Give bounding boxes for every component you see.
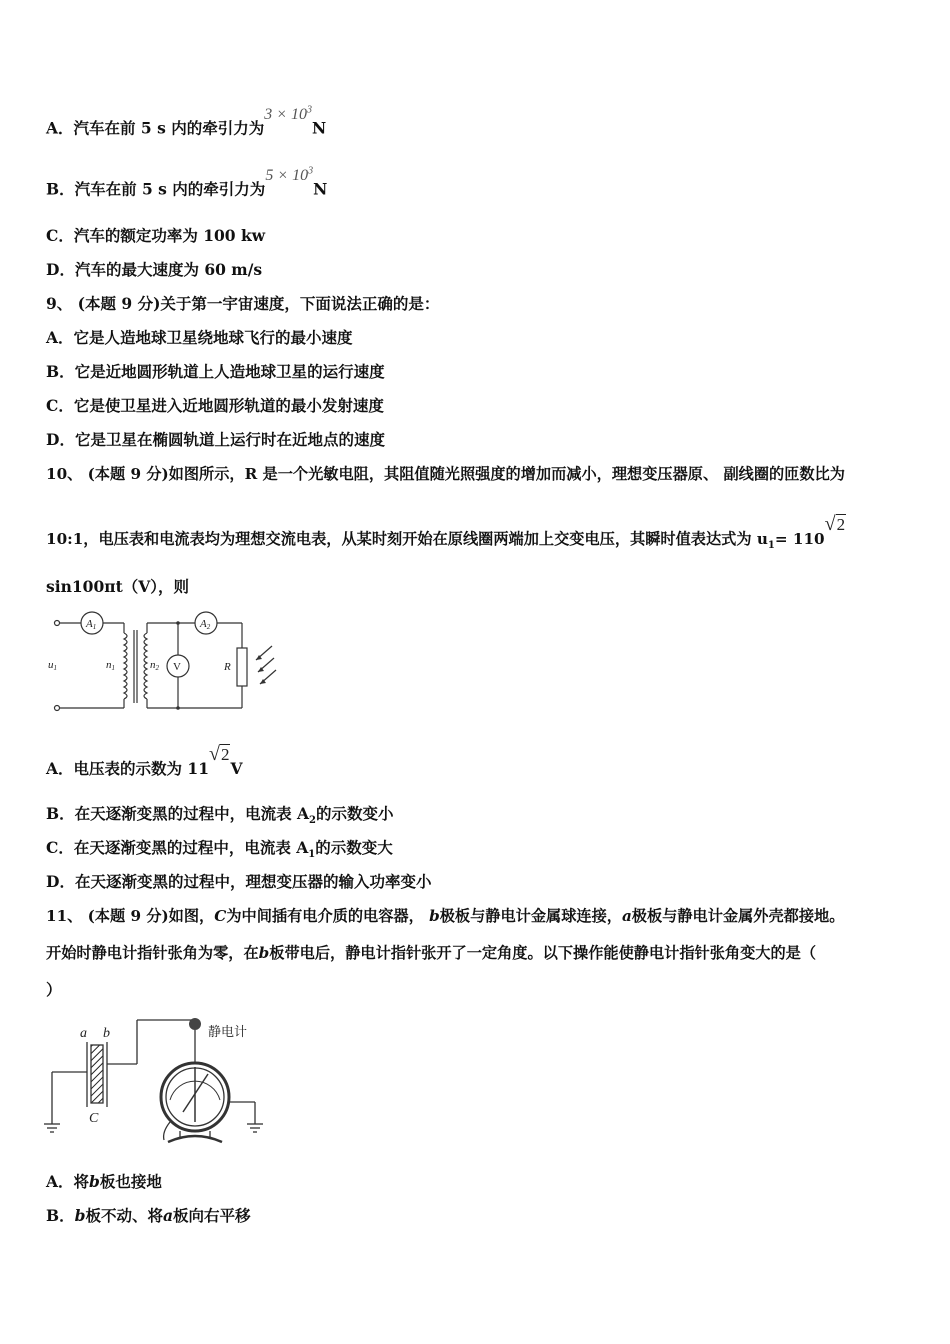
- q10-terminal-bottom: [55, 706, 60, 711]
- q8-option-b-math: $5 \times 10^3$: [265, 166, 314, 185]
- q10-label-n1: n1: [106, 659, 115, 672]
- q11-label-c: C: [89, 1111, 99, 1126]
- q10-option-b: B．在天逐渐变黑的过程中，电流表 $A_2$的示数变小: [46, 804, 394, 827]
- q8-option-c: C．汽车的额定功率为 100 kw: [46, 226, 266, 245]
- q9-option-a: A．它是人造地球卫星绕地球飞行的最小速度: [46, 328, 353, 347]
- q11-label-a: a: [80, 1026, 87, 1041]
- q10-secondary-coil: [144, 633, 147, 699]
- q10-option-a: A．电压表的示数为 11√2V: [46, 743, 243, 778]
- q8-option-d: D．汽车的最大速度为 60 m/s: [46, 260, 263, 279]
- q11-electrometer-ball: [189, 1018, 201, 1030]
- q8-option-a-math: $3 \times 10^3$: [264, 105, 313, 124]
- q8-option-b-prefix: B．汽车在前 5 s 内的牵引力为: [46, 179, 266, 199]
- q8-option-a-prefix: A．汽车在前 5 s 内的牵引力为: [46, 118, 265, 138]
- q10-label-u1: u1: [48, 659, 57, 672]
- q11-stem-line1: 11、 (本题 9 分)如图，C为中间插有电介质的电容器， b极板与静电计金属球连接，a极板与静电计金属外壳都接地。: [46, 907, 845, 925]
- q10-option-d: D．在天逐渐变黑的过程中，理想变压器的输入功率变小: [46, 872, 432, 891]
- q10-resistor-r: [237, 648, 247, 686]
- q11-option-b: B．b板不动、将a板向右平移: [46, 1206, 251, 1225]
- q10-sqrt: √2: [824, 513, 846, 535]
- q10-stem-line3: sin100πt（V），则: [46, 577, 190, 596]
- q9-option-d: D．它是卫星在椭圆轨道上运行时在近地点的速度: [46, 430, 385, 449]
- q11-label-electrometer: 静电计: [208, 1025, 248, 1040]
- q10-terminal-top: [55, 621, 60, 626]
- q10-label-a1: A1: [86, 618, 97, 631]
- q10-circuit-figure: [44, 608, 284, 718]
- q9-option-b: B．它是近地圆形轨道上人造地球卫星的运行速度: [46, 362, 385, 381]
- q10-label-v: V: [173, 661, 181, 673]
- q9-option-c: C．它是使卫星进入近地圆形轨道的最小发射速度: [46, 396, 384, 415]
- q11-label-b: b: [103, 1026, 110, 1041]
- q10-stem-line2: 10:1，电压表和电流表均为理想交流电表，从某时刻开始在原线圈两端加上交变电压，其瞬时值表达式为 $u_1= 110√2$: [46, 513, 846, 552]
- q10-option-a-sqrt: √2: [209, 743, 230, 765]
- q11-option-a: A．将b板也接地: [46, 1172, 162, 1191]
- q8-option-b: [46, 166, 328, 200]
- q10-option-c: C．在天逐渐变黑的过程中，电流表 $A_1$的示数变大: [46, 838, 393, 861]
- q8-option-a: [46, 105, 327, 139]
- q8-option-a-unit: N: [312, 118, 327, 138]
- q10-primary-coil: [124, 633, 127, 699]
- q11-dielectric: [91, 1045, 103, 1103]
- q10-label-a2: A2: [200, 618, 211, 631]
- q10-label-n2: n2: [150, 659, 159, 672]
- q9-stem: 9、 (本题 9 分)关于第一宇宙速度，下面说法正确的是：: [46, 294, 440, 313]
- q11-stem-line3: ）: [46, 980, 62, 999]
- q10-stem-line1: 10、 (本题 9 分)如图所示，R 是一个光敏电阻，其阻值随光照强度的增加而减小，理想变压器原、 副线圈的匝数比为: [46, 465, 845, 483]
- q8-option-b-unit: N: [313, 179, 328, 199]
- q11-stem-line2: 开始时静电计指针张角为零，在b板带电后，静电计指针张开了一定角度。以下操作能使静电计指针张角变大的是（: [46, 944, 816, 962]
- q10-label-r: R: [224, 661, 231, 673]
- q11-electrometer-figure: [40, 1012, 280, 1147]
